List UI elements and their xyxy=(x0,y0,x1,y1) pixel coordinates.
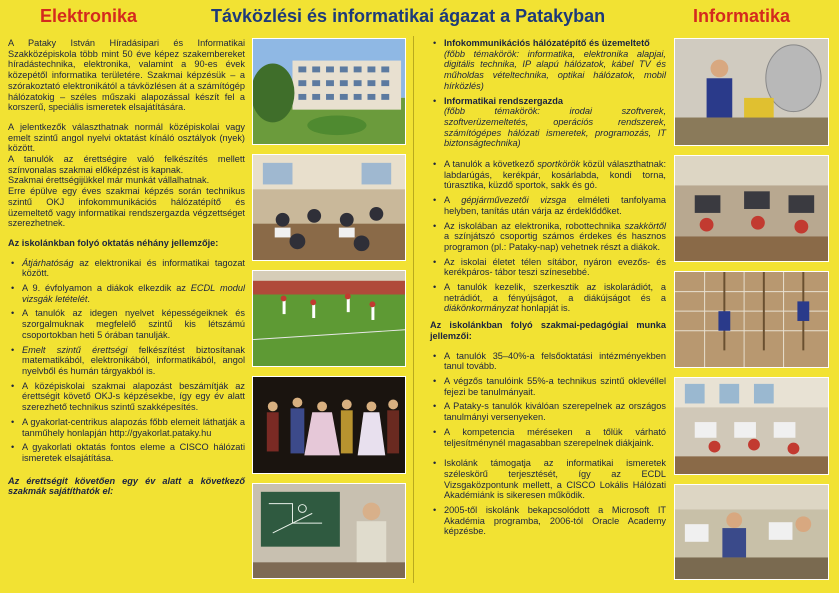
item-text: . xyxy=(87,293,90,304)
page-title: Távközlési és informatikai ágazat a Patakyban xyxy=(211,6,606,26)
intro-paragraph: A Pataky István Híradásipari és Informatikai Szakközépiskola több mint 50 éve képez szakembereket híradástechnika, elektronika, valamint a 90-es évek közepétől informatika területére. Szakmai képzésük – a szórakoztató elektronikától a távközlésen át a számítógép hálózatokig – széles műszaki alapozással készít fel a korszerű, speciális ismeretek elsajátítására. xyxy=(8,38,245,113)
item-text: A végzős tanulóink 55%-a technikus szintű oklevéllel fejezi be tanulmányait. xyxy=(444,375,666,397)
list-item xyxy=(430,195,666,216)
column-divider xyxy=(413,36,414,583)
profession-title: • Infokommunikációs hálózatépítő és üzemeltető xyxy=(444,38,650,48)
pedagogy-list xyxy=(430,351,666,449)
list-item xyxy=(8,345,245,377)
item-text: 2005-től iskolánk bekapcsolódott a Microsoft IT Akadémia programba, 2006-tól Oracle Academy képzésbe. xyxy=(444,505,666,537)
paragraph-5: Erre épülve egy éves szakmai képzés során technikus szintű OKJ infokommunikációs hálózatépítő és üzemeltető vagy informatikai rendszergazda végzettséget szerezhetnek. xyxy=(8,186,245,229)
cisco-lab-photo xyxy=(674,484,829,580)
profession-title: • Informatikai rendszergazda xyxy=(444,95,563,106)
item-text: Az iskolában az elektronika, robottechnika xyxy=(444,220,625,231)
item-text: A Pataky-s tanulók kiválóan szerepelnek az országos tanulmányi versenyeken. xyxy=(444,401,666,423)
gym-rope-photo xyxy=(674,271,829,368)
school-building-photo xyxy=(252,38,406,145)
item-emphasis: Emelt szintű érettségi xyxy=(22,344,128,355)
theatre-photo xyxy=(252,376,406,474)
computer-room-photo xyxy=(674,377,829,475)
left-text-column xyxy=(8,38,245,497)
item-emphasis: Átjárhatóság xyxy=(22,257,74,268)
list-item xyxy=(8,308,245,340)
header-electronics: Elektronika xyxy=(40,6,138,26)
list-item xyxy=(430,458,666,501)
item-text: A tanulók 35–40%-a felsőoktatási intézményekben tanul tovább. xyxy=(444,350,666,372)
list-item xyxy=(8,417,245,438)
pedagogy-heading: Az iskolánkban folyó szakmai-pedagógiai munka jellemzői: xyxy=(430,320,666,341)
antenna-workshop-photo xyxy=(674,38,829,146)
academy-list xyxy=(430,458,666,537)
profession-item xyxy=(430,38,666,92)
item-text: Az iskolai életet télen sítábor, nyáron evezős- és kerékpáros- tábor teszi színesebbé. xyxy=(444,256,666,278)
list-item xyxy=(430,282,666,314)
item-text: honlapját is. xyxy=(518,303,571,314)
sports-field-photo xyxy=(252,270,406,367)
features-list xyxy=(8,258,245,464)
footer-note: Az érettségit követően egy év alatt a következő szakmák sajátíthatók el: xyxy=(8,475,245,497)
item-emphasis: diákönkormányzat xyxy=(444,303,519,314)
list-item xyxy=(430,505,666,537)
profession-description: (főbb témakörök: informatika, elektronika alapjai, digitális technika, IP alapú hálózatok, kábel TV és műholdas vételtechnika, optikai hálózatok, mobil hírközlés) xyxy=(444,48,666,91)
list-item xyxy=(8,258,245,279)
item-text: Iskolánk támogatja az informatikai ismeretek széleskörű terjesztését, így az ECDL Vizsgaközpontunk mellett, a CISCO Lokális Hálózati Akadémiánk is sikeresen működik. xyxy=(444,458,666,501)
item-text: A kompetencia méréseken a tőlük várható teljesítménynél magasabban szerepelnek diákjaink. xyxy=(444,426,666,448)
item-text: elméleti tanfolyama helyben, tanítás után várja az érdeklődőket. xyxy=(444,195,666,216)
features-heading: Az iskolánkban folyó oktatás néhány jellemzője: xyxy=(8,237,219,248)
item-text: A 9. évfolyamon a diákok elkezdik az xyxy=(22,283,191,294)
header-informatics: Informatika xyxy=(693,6,791,26)
item-text: felkészítést biztosítanak matematikából, elektronikából, informatikából, angol nyelvből és humán tárgyakból is. xyxy=(22,344,245,376)
list-item xyxy=(430,159,666,191)
list-item xyxy=(430,427,666,448)
item-emphasis: ECDL modul vizsgák letételét xyxy=(22,283,245,304)
paragraph-2: A jelentkezők választhatnak normál középiskolai vagy emelt szintű angol nyelvi oktatást kínáló osztályok (nyek) között. xyxy=(8,121,245,154)
item-text: A gyakorlat-centrikus alapozás főbb elemeit láthatják a tanműhely honlapján http://gyakorlat.pataky.hu xyxy=(22,416,245,438)
item-text: A tanulók a következő xyxy=(444,159,538,170)
list-item xyxy=(430,376,666,397)
item-text: A középiskolai szakmai alapozást beszámítják az érettségit követő OKJ-s képzésekbe, így egy év alatt szerezhető technikus szintű szakképesítés. xyxy=(22,380,245,413)
list-item xyxy=(8,381,245,413)
item-text: közül választhatnak: labdarúgás, kerékpár, kosárlabda, kondi torna, túrasztika, küzdő sportok, sakk és gó. xyxy=(444,159,666,191)
list-item xyxy=(430,401,666,422)
item-text: A tanulók kezelik, szerkesztik az iskolarádiót, a netrádiót, a fényújságot, a diákújságot és a xyxy=(444,282,666,303)
professions-list xyxy=(430,38,666,149)
list-item xyxy=(8,442,245,463)
paragraph-3: A tanulók az érettségire való felkészítés mellett színvonalas szakmai előképzést is kapnak. xyxy=(8,154,245,175)
item-emphasis: szakkörtől xyxy=(624,220,666,231)
profession-item xyxy=(430,96,666,150)
item-text: A tanulók az idegen nyelvet képességeiknek és szorgalmuknak megfelelő szintű kis létszámú csoportokban heti 5 órában tanulják. xyxy=(22,308,245,340)
item-text: a színjátszó csoportig számos érdekes és hasznos programon (pl.: Pataky-nap) vehetnek részt a diákok. xyxy=(444,231,666,252)
electronics-lab-photo xyxy=(674,155,829,262)
middle-text-column xyxy=(430,38,666,541)
lab-teacher-photo xyxy=(252,483,406,579)
item-emphasis: gépjárművezetői vizsga xyxy=(461,195,567,206)
item-emphasis: sportkörök xyxy=(537,159,581,170)
item-text: A gyakorlati oktatás fontos eleme a CISCO hálózati ismeretek elsajátítása. xyxy=(22,442,245,463)
profession-description: (főbb témakörök: irodai szoftverek, szoftverüzemeltetés, operációs rendszerek, számítógépes hálózati ismeretek, programozás, IT biztonságtechnika) xyxy=(444,106,666,149)
list-item xyxy=(430,351,666,372)
classroom-photo xyxy=(252,154,406,261)
list-item xyxy=(430,257,666,278)
list-item xyxy=(430,221,666,253)
list-item xyxy=(8,283,245,304)
paragraph-4: Szakmai érettségijükkel már munkát vállalhatnak. xyxy=(8,175,210,186)
item-text: A xyxy=(444,195,462,206)
item-text: az elektronikai és informatikai tagozat között. xyxy=(22,257,245,279)
activities-list xyxy=(430,159,666,314)
